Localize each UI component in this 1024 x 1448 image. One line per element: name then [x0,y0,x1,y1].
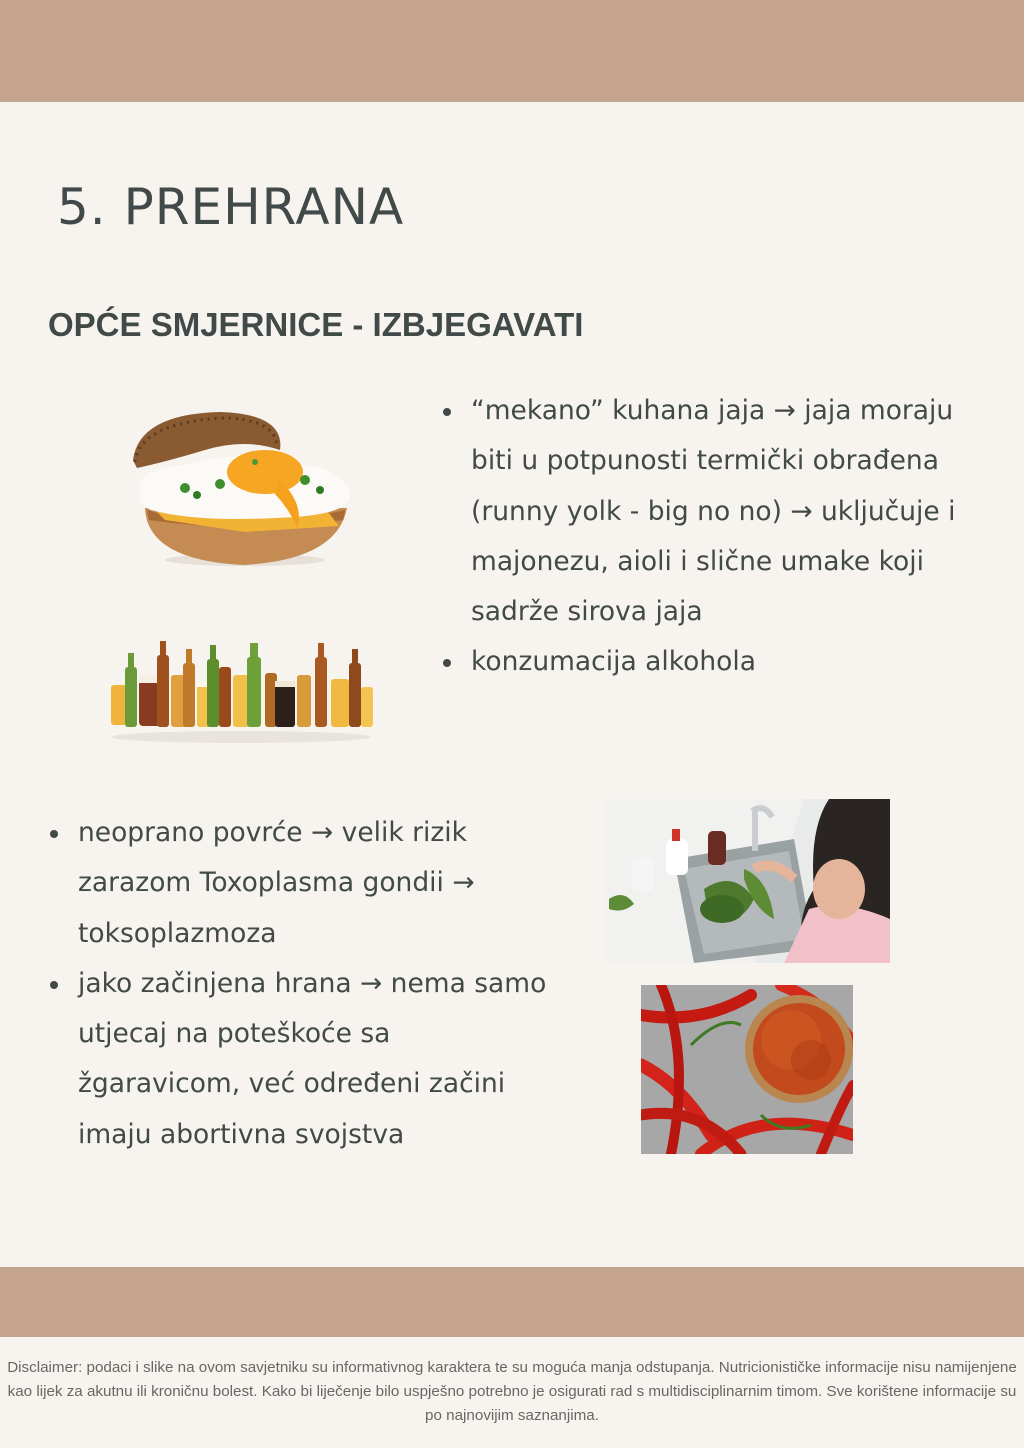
bullet-list-bottom [48,808,548,1160]
footer-band [0,1267,1024,1337]
page-title: 5. PREHRANA [57,178,405,236]
bullet-list-top [441,386,991,688]
header-band [0,0,1024,102]
chili-peppers-image [641,985,853,1154]
beer-bottles-image [105,635,377,745]
list-item: jako začinjena hrana → nema samo utjecaj na poteškoće sa žgaravicom, već određeni začini imaju abortivna svojstva [48,959,548,1160]
section-subtitle: OPĆE SMJERNICE - IZBJEGAVATI [48,306,584,343]
list-item: “mekano” kuhana jaja → jaja moraju biti u potpunosti termički obrađena (runny yolk - big no no) → uključuje i majonezu, aioli i slične umake koji sadrže sirova jaja [441,386,991,637]
washing-vegetables-image [604,799,890,963]
list-item: konzumacija alkohola [441,637,991,687]
egg-bagel-sandwich-image [125,410,355,570]
list-item: neoprano povrće → velik rizik zarazom Toxoplasma gondii → toksoplazmoza [48,808,548,959]
disclaimer-text: Disclaimer: podaci i slike na ovom savjetniku su informativnog karaktera te su moguća manja odstupanja. Nutricionističke informacije nisu namijenjene kao lijek za akutnu ili kroničnu bolest. Kako bi liječenje bilo uspješno potrebno je osigurati rad s multidisciplinarnim timom. Sve korištene informacije su po najnovijim saznanjima. [7,1359,1017,1424]
